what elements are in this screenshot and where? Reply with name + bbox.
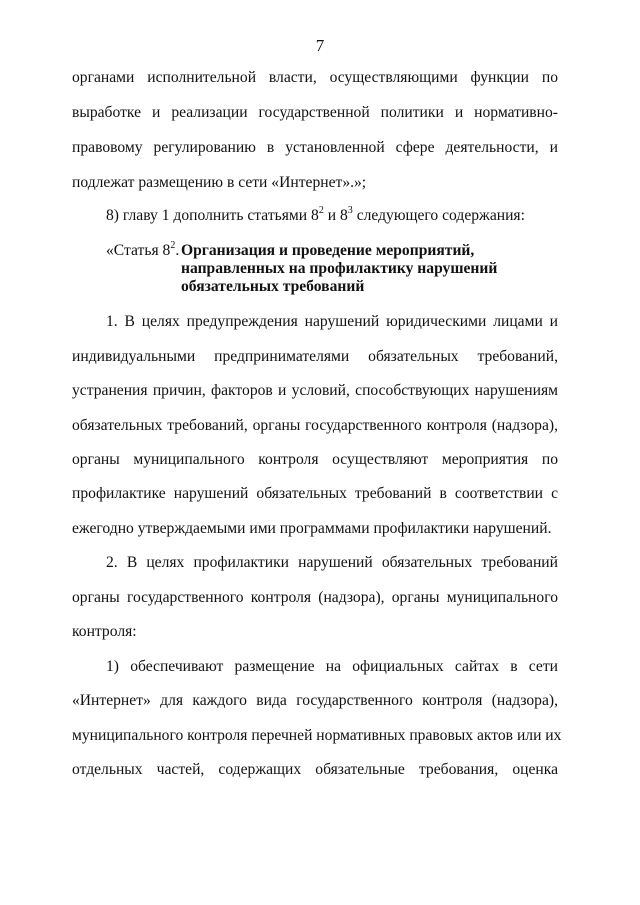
- text-line: органы муниципального контроля осуществляют мероприятия по: [72, 451, 558, 468]
- amendment-suffix: следующего содержания:: [352, 207, 525, 224]
- text-line: ежегодно утверждаемыми ими программами профилактики нарушений.: [72, 520, 552, 537]
- article-label-suffix: .: [175, 242, 180, 259]
- amendment-middle: и 8: [323, 207, 348, 224]
- amendment-sup: 2: [318, 205, 324, 216]
- article-title: направленных на профилактику нарушений: [181, 260, 498, 277]
- text-line: правовому регулированию в установленной сфере деятельности, и: [72, 139, 558, 156]
- article-label-prefix: «Статья 8: [106, 242, 171, 259]
- article-title: Организация и проведение мероприятий,: [181, 242, 475, 259]
- page-number: 7: [315, 36, 325, 55]
- article-label-sup: 2: [170, 240, 176, 251]
- text-line: «Интернет» для каждого вида государственного контроля (надзора),: [72, 692, 558, 709]
- text-line: органы государственного контроля (надзора), органы муниципального: [72, 589, 558, 606]
- amendment-prefix: 8) главу 1 дополнить статьями 8: [106, 207, 319, 224]
- text-line: 2. В целях профилактики нарушений обязательных требований: [106, 554, 558, 571]
- text-line: профилактике нарушений обязательных требований в соответствии с: [72, 485, 558, 502]
- article-title: обязательных требований: [181, 278, 365, 295]
- article-label: [106, 242, 179, 260]
- amendment-sup: 3: [347, 205, 353, 216]
- text-line: отдельных частей, содержащих обязательные требования, оценка: [72, 761, 558, 778]
- text-line: контроля:: [72, 623, 137, 640]
- text-line: выработке и реализации государственной политики и нормативно-: [72, 104, 558, 121]
- text-line: органами исполнительной власти, осуществляющими функции по: [72, 69, 558, 86]
- text-line: подлежат размещению в сети «Интернет».»;: [72, 174, 367, 191]
- text-line: устранения причин, факторов и условий, способствующих нарушениям: [72, 382, 558, 399]
- amendment-item: [106, 206, 558, 226]
- text-line: 1. В целях предупреждения нарушений юридическими лицами и: [106, 313, 558, 330]
- text-line: муниципального контроля перечней нормативных правовых актов или их: [72, 727, 562, 744]
- text-line: индивидуальными предпринимателями обязательных требований,: [72, 348, 558, 365]
- text-line: обязательных требований, органы государственного контроля (надзора),: [72, 417, 558, 434]
- text-line: 1) обеспечивают размещение на официальных сайтах в сети: [106, 658, 558, 675]
